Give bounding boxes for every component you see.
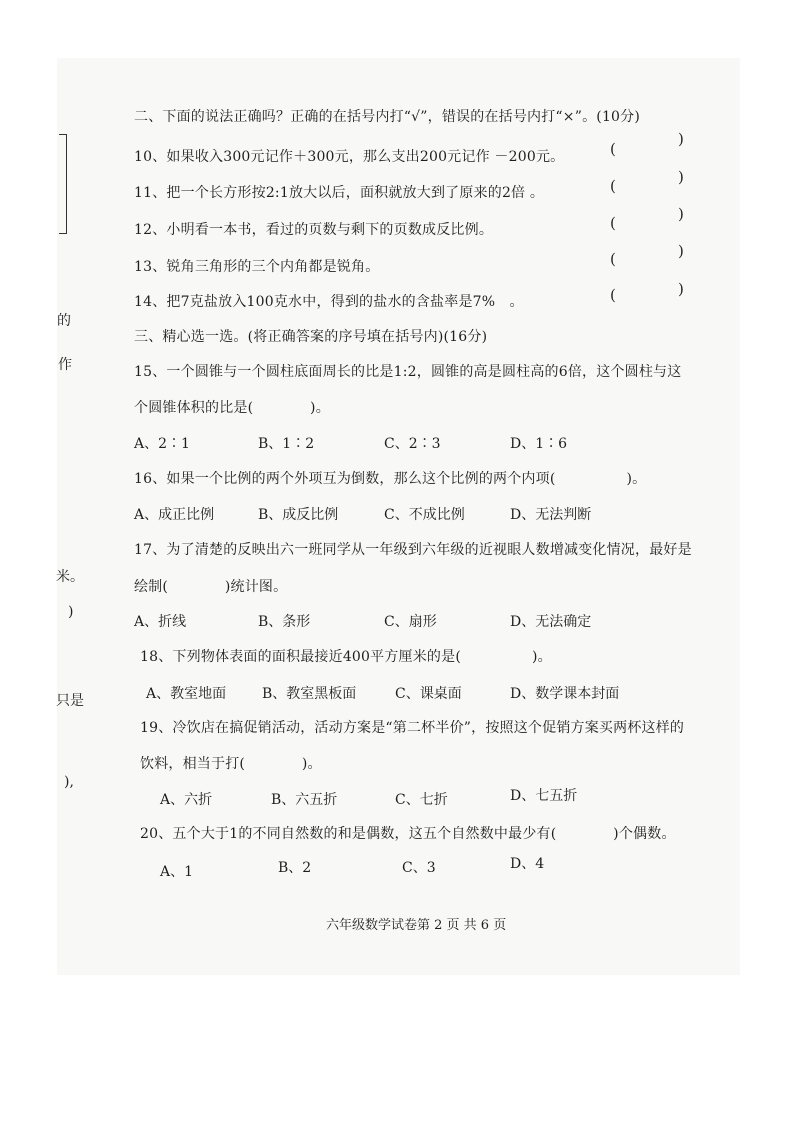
option-c: C、七折: [395, 792, 448, 808]
option-d: D、七五折: [510, 788, 578, 804]
answer-paren-open: (: [610, 250, 616, 268]
question-16-line1: 16、如果一个比例的两个外项互为倒数，那么这个比例的两个内项( )。: [134, 471, 647, 487]
question-12: 12、小明看一本书，看过的页数与剩下的页数成反比例。: [134, 222, 494, 238]
question-15-line1: 15、一个圆锥与一个圆柱底面周长的比是1:2，圆锥的高是圆柱高的6倍，这个圆柱与这: [134, 364, 682, 380]
question-15-line2: 个圆锥体积的比是( )。: [134, 400, 330, 416]
option-d: D、4: [510, 856, 545, 872]
margin-text: 米。: [56, 569, 84, 585]
binding-bracket: [58, 134, 67, 234]
margin-text: 的: [57, 313, 71, 329]
answer-paren-close: ): [678, 205, 684, 223]
option-d: D、1∶6: [510, 436, 568, 452]
margin-text: ): [68, 604, 74, 620]
option-c: C、扇形: [384, 614, 437, 630]
option-a: A、1: [160, 864, 194, 880]
question-20-line1: 20、五个大于1的不同自然数的和是偶数，这五个自然数中最少有( )个偶数。: [140, 826, 676, 842]
option-c: C、3: [402, 860, 436, 876]
margin-text: ),: [64, 774, 74, 790]
question-14: 14、把7克盐放入100克水中，得到的盐水的含盐率是7% 。: [134, 294, 524, 310]
answer-paren-close: ): [678, 280, 684, 298]
answer-paren-open: (: [610, 214, 616, 232]
margin-text: 作: [58, 357, 72, 373]
question-19-line2: 饮料，相当于打( )。: [140, 756, 322, 772]
option-c: C、2∶3: [384, 436, 441, 452]
option-d: D、数学课本封面: [510, 686, 620, 702]
question-13: 13、锐角三角形的三个内角都是锐角。: [134, 259, 380, 275]
question-10: 10、如果收入300元记作＋300元，那么支出200元记作 －200元。: [134, 149, 565, 165]
option-b: B、2: [278, 860, 312, 876]
option-b: B、1∶2: [258, 436, 315, 452]
option-a: A、六折: [160, 792, 213, 808]
option-b: B、成反比例: [258, 507, 339, 523]
option-c: C、不成比例: [384, 507, 465, 523]
option-b: B、六五折: [271, 792, 338, 808]
question-18-line1: 18、下列物体表面的面积最接近400平方厘米的是( )。: [140, 649, 552, 665]
option-a: A、成正比例: [134, 507, 215, 523]
option-a: A、折线: [134, 614, 187, 630]
question-11: 11、把一个长方形按2:1放大以后，面积就放大到了原来的2倍 。: [134, 185, 545, 201]
option-a: A、教室地面: [146, 686, 227, 702]
answer-paren-close: ): [678, 130, 684, 148]
margin-text: 只是: [56, 693, 84, 709]
page-footer: 六年级数学试卷第 2 页 共 6 页: [326, 918, 507, 933]
option-a: A、2∶1: [134, 436, 190, 452]
option-d: D、无法确定: [510, 614, 592, 630]
answer-paren-open: (: [610, 177, 616, 195]
question-17-line2: 绘制( )统计图。: [134, 579, 288, 595]
section3-heading: 三、精心选一选。(将正确答案的序号填在括号内)(16分): [134, 329, 488, 345]
option-b: B、教室黑板面: [262, 686, 357, 702]
option-d: D、无法判断: [510, 507, 592, 523]
answer-paren-open: (: [610, 140, 616, 158]
option-b: B、条形: [258, 614, 311, 630]
answer-paren-open: (: [610, 286, 616, 304]
option-c: C、课桌面: [395, 686, 462, 702]
section2-heading: 二、下面的说法正确吗？正确的在括号内打“√”，错误的在括号内打“×”。(10分): [134, 109, 641, 125]
question-19-line1: 19、冷饮店在搞促销活动，活动方案是“第二杯半价”，按照这个促销方案买两杯这样的: [140, 720, 685, 736]
answer-paren-close: ): [678, 168, 684, 186]
answer-paren-close: ): [678, 242, 684, 260]
question-17-line1: 17、为了清楚的反映出六一班同学从一年级到六年级的近视眼人数增减变化情况，最好是: [134, 542, 692, 558]
